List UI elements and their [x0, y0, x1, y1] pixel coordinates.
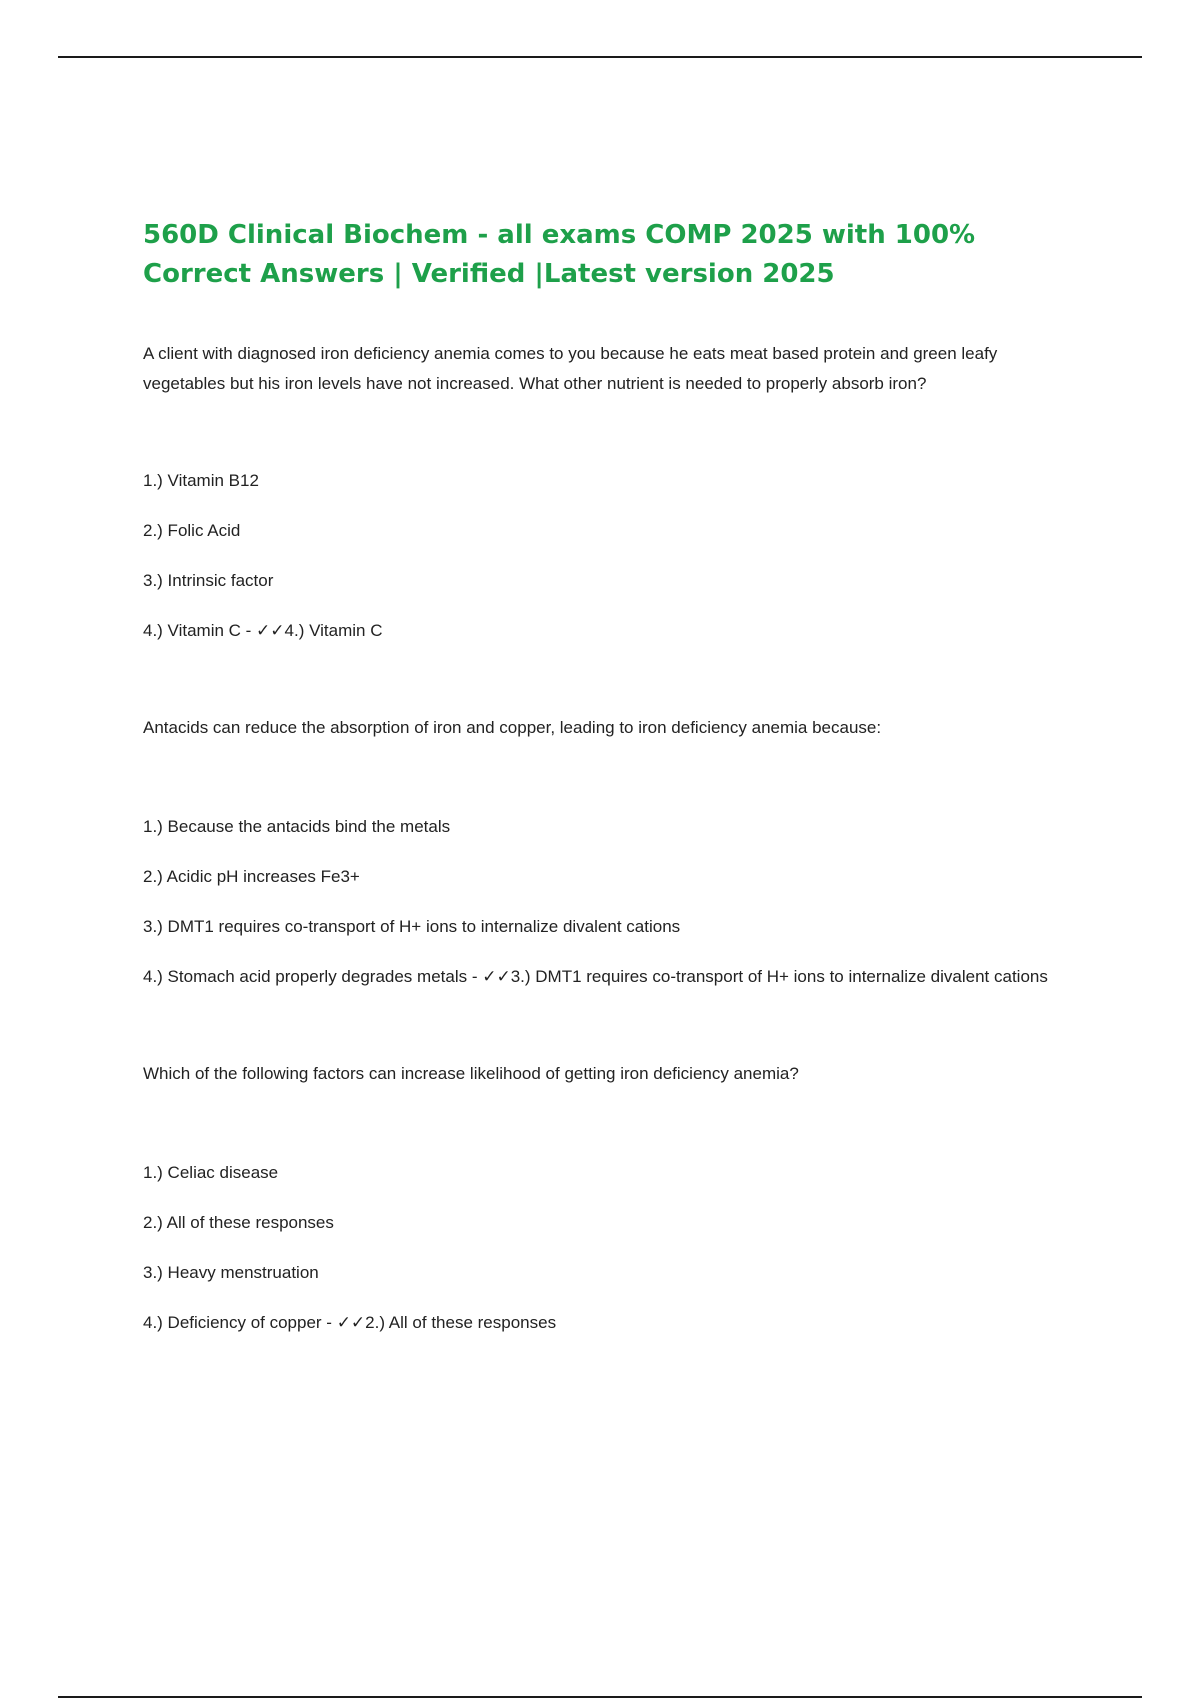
question-3-option-4-with-answer: 4.) Deficiency of copper - ✓✓2.) All of these responses — [143, 1313, 557, 1332]
top-rule — [58, 56, 1142, 58]
question-1-option-2: 2.) Folic Acid — [143, 521, 241, 540]
question-3-option-2: 2.) All of these responses — [143, 1213, 334, 1232]
question-2-option-3: 3.) DMT1 requires co-transport of H+ ions to internalize divalent cations — [143, 917, 681, 936]
document-body — [143, 216, 1063, 1338]
bottom-rule — [58, 1696, 1142, 1698]
question-2-text: Antacids can reduce the absorption of iron and copper, leading to iron deficiency anemia because: — [143, 718, 882, 737]
question-2-option-4-with-answer: 4.) Stomach acid properly degrades metals - ✓✓3.) DMT1 requires co-transport of H+ ions to internalize divalent cations — [143, 967, 1048, 986]
question-1-option-4-with-answer: 4.) Vitamin C - ✓✓4.) Vitamin C — [143, 621, 383, 640]
question-1-option-1: 1.) Vitamin B12 — [143, 471, 259, 490]
question-2-options — [143, 812, 1063, 992]
question-3-option-1: 1.) Celiac disease — [143, 1163, 279, 1182]
question-1-text: A client with diagnosed iron deficiency anemia comes to you because he eats meat based protein and green leafy vegetables but his iron levels have not increased. What other nutrient is needed to properly absorb iron? — [143, 344, 998, 393]
question-3-option-3: 3.) Heavy menstruation — [143, 1263, 319, 1282]
question-3-text: Which of the following factors can increase likelihood of getting iron deficiency anemia? — [143, 1064, 799, 1083]
question-1-options — [143, 466, 1063, 646]
document-title: 560D Clinical Biochem - all exams COMP 2025 with 100% Correct Answers | Verified |Latest version 2025 — [143, 220, 976, 289]
question-3-options — [143, 1158, 1063, 1338]
question-2-option-2: 2.) Acidic pH increases Fe3+ — [143, 867, 360, 886]
question-1-option-3: 3.) Intrinsic factor — [143, 571, 274, 590]
question-2-option-1: 1.) Because the antacids bind the metals — [143, 817, 451, 836]
